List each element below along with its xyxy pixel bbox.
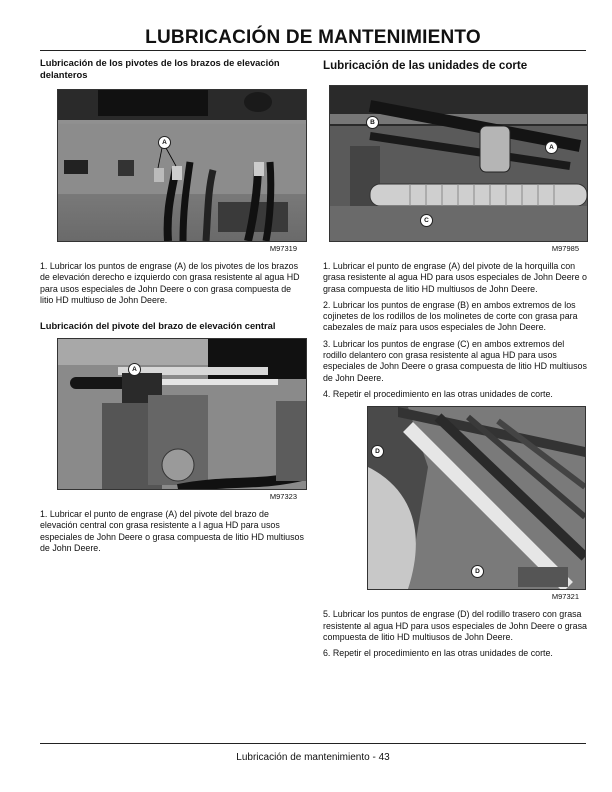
- step-text: 5. Lubricar los puntos de engrase (D) del rodillo trasero con grasa resistente al agua HD para usos especiales de John Deere o grasa compuesta de litio HD multiusos de John Deere.: [323, 609, 587, 642]
- page-title: LUBRICACIÓN DE MANTENIMIENTO: [145, 27, 481, 48]
- photo-front-lift-arms: [58, 90, 306, 241]
- step-text: 1. Lubricar el punto de engrase (A) del pivote del brazo de elevación central con grasa resistente a l agua HD para usos especiales de John Deere o grasa compuesta de litio HD multiusos de John Deere.: [40, 509, 304, 554]
- page-footer: Lubricación de mantenimiento - 43: [236, 752, 390, 763]
- callout-c: C: [420, 214, 433, 227]
- callout-d: D: [371, 445, 384, 458]
- step-text: 1. Lubricar el punto de engrase (A) del pivote de la horquilla con grasa resistente al agua HD para usos especiales de John Deere o grasa compuesta de litio HD multiusos de John Deere.: [323, 261, 587, 294]
- callout-a: A: [128, 363, 141, 376]
- callout-a: A: [158, 136, 171, 149]
- photo-rear-roller: [368, 407, 585, 589]
- callout-d: D: [471, 565, 484, 578]
- left-column: [40, 57, 305, 554]
- step-text: 2. Lubricar los puntos de engrase (B) en ambos extremos de los cojinetes de los rodillos de los molinetes de corte con grasa para cabezales de maíz para usos especiales de John Deere.: [323, 299, 578, 333]
- right-column: [323, 57, 587, 659]
- callout-a: A: [545, 141, 558, 154]
- figure-code: M97321: [551, 592, 579, 602]
- figure-cutting-unit-bearings: [329, 85, 588, 242]
- step-text: 3. Lubricar los puntos de engrase (C) en ambos extremos del rodillo delantero con grasa resistente al agua HD para usos especiales de John Deere o grasa compuesta de litio HD multiusos de John Deere.: [323, 338, 587, 383]
- step-text: 6. Repetir el procedimiento en las otras unidades de corte.: [323, 648, 553, 659]
- section-heading-cutting-units: Lubricación de las unidades de corte: [323, 59, 528, 72]
- figure-code: M97323: [269, 492, 297, 502]
- figure-front-lift-arms: [57, 89, 307, 242]
- callout-b: B: [366, 116, 379, 129]
- section-heading-front-lift-arms: Lubricación de los pivotes de los brazos de elevación delanteros: [40, 57, 280, 80]
- figure-center-lift-arm: [57, 338, 307, 490]
- footer-rule: [40, 743, 586, 744]
- section-heading-center-lift-arm: Lubricación del pivote del brazo de elevación central: [40, 320, 276, 332]
- step-text: 1. Lubricar los puntos de engrase (A) de los pivotes de los brazos de elevación derecho e izquierdo con grasa resistente al agua HD para usos especiales de John Deere o con grasa compuesta de litio HD multiuso de John Deere.: [40, 261, 300, 305]
- figure-code: M97319: [269, 244, 297, 253]
- step-text: 4. Repetir el procedimiento en las otras unidades de corte.: [323, 388, 553, 399]
- photo-center-lift-arm: [58, 339, 306, 489]
- figure-rear-roller: [367, 406, 586, 590]
- title-rule: [40, 50, 586, 51]
- figure-code: M97985: [551, 244, 579, 253]
- photo-cutting-unit-bearings: [330, 86, 587, 241]
